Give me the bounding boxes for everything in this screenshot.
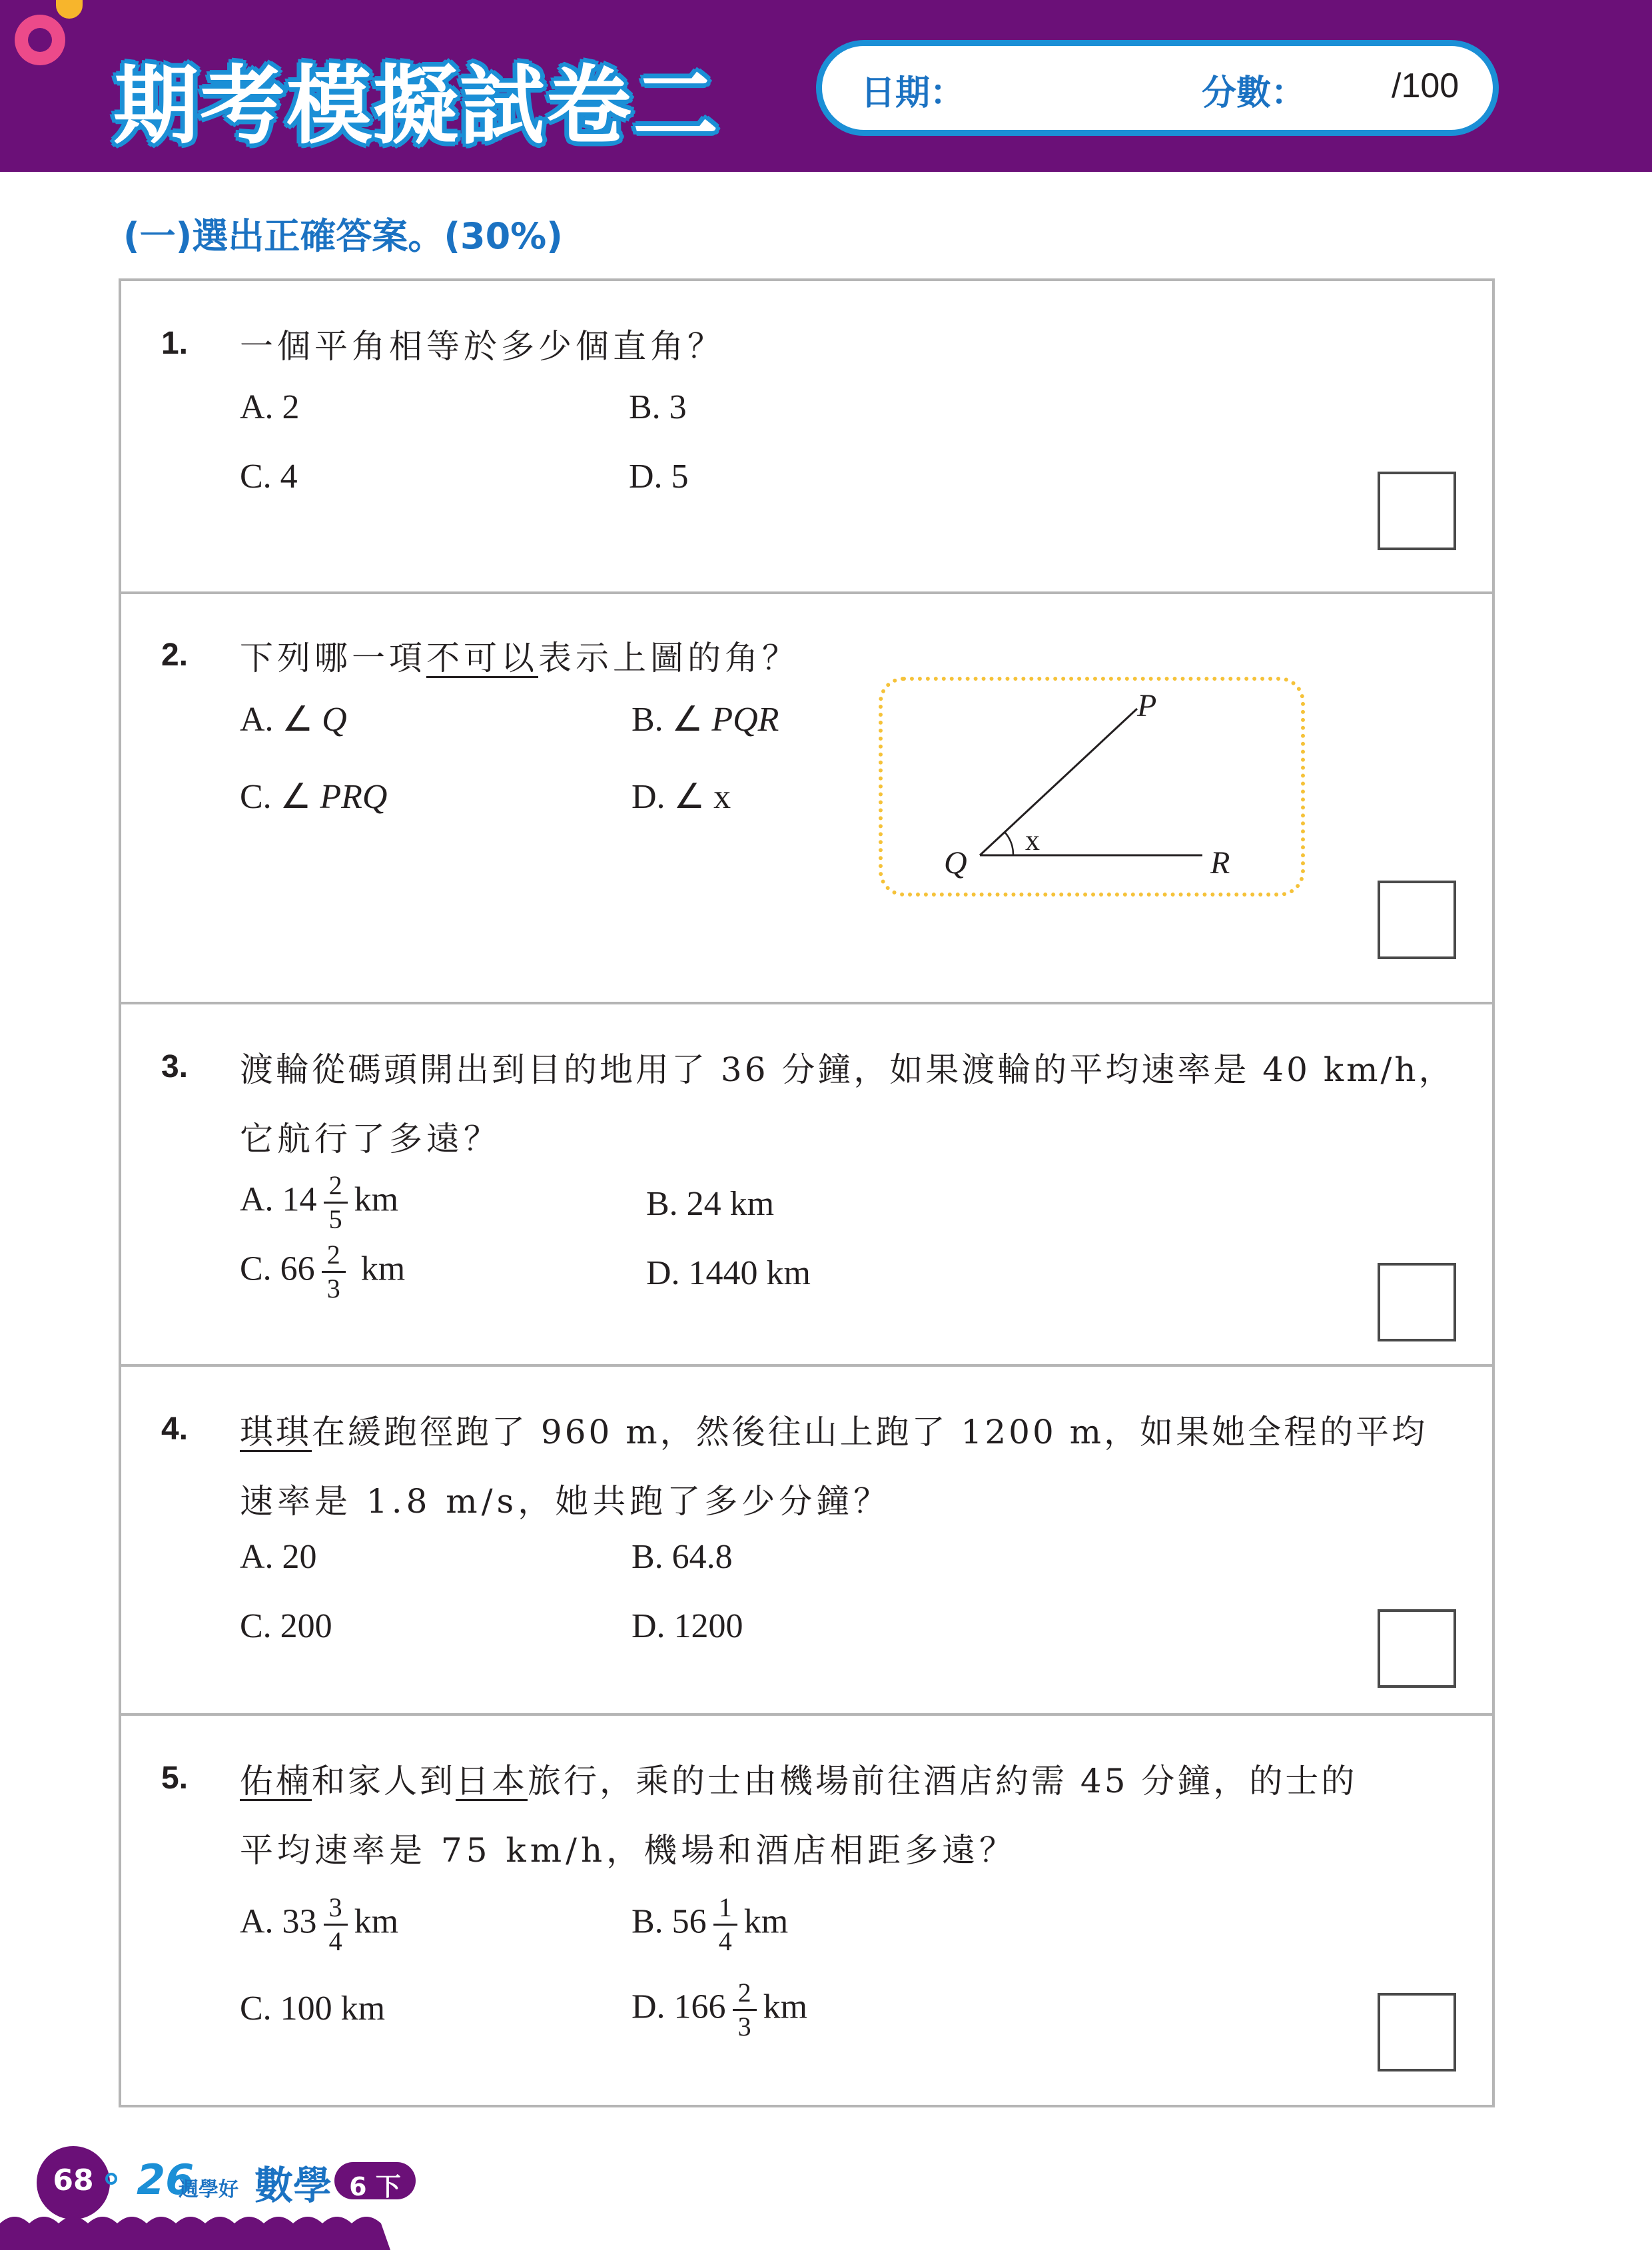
question-text-line1 (240, 1405, 1428, 1453)
question-number: 3. (161, 1049, 189, 1084)
unit: km (743, 1902, 789, 1941)
question-text-line2: 平均速率是 75 km/h，機場和酒店相距多遠？ (240, 1831, 1017, 1870)
label-p: P (1137, 688, 1157, 723)
option-c[interactable] (240, 777, 387, 817)
page-title: 期考模擬試卷二 (113, 57, 720, 156)
brand-subtitle: 週學好 (179, 2178, 238, 2201)
answer-box[interactable] (1378, 472, 1456, 550)
header-banner (0, 0, 1652, 172)
option-b[interactable] (631, 1894, 788, 1955)
question-2 (121, 591, 1492, 1002)
angle-name: Q (322, 701, 347, 739)
option-b[interactable]: B. 3 (629, 388, 687, 426)
option-c[interactable]: C. 200 (240, 1607, 332, 1645)
unit: km (360, 1250, 406, 1288)
decorative-dot (56, 0, 83, 19)
option-c[interactable]: C. 4 (240, 458, 298, 496)
decorative-ring (15, 15, 65, 65)
angle-arc (1005, 832, 1013, 855)
angle-diagram (879, 677, 1305, 897)
option-a[interactable] (240, 1172, 398, 1233)
grade-label: 6 下 (349, 2172, 401, 2201)
fraction (324, 1172, 348, 1233)
option-label: A. ∠ (240, 701, 314, 739)
question-3 (121, 1002, 1492, 1364)
question-4 (121, 1364, 1492, 1713)
score-label: 分數： (1202, 73, 1306, 113)
question-number: 2. (161, 637, 189, 673)
page-number-badge (37, 2146, 110, 2219)
unit: km (354, 1180, 399, 1219)
option-b[interactable] (631, 699, 779, 739)
denominator: 3 (326, 1274, 340, 1304)
denominator: 4 (328, 1926, 342, 1956)
grade-badge (334, 2162, 416, 2199)
answer-box[interactable] (1378, 1263, 1456, 1341)
option-label: B. ∠ (631, 701, 703, 739)
option-d[interactable] (631, 1980, 807, 2040)
person-name: 佑楠 (240, 1762, 312, 1800)
label-x: x (1025, 824, 1040, 857)
fraction (322, 1242, 346, 1302)
option-c[interactable] (240, 1242, 405, 1302)
place-name: 日本 (456, 1762, 528, 1800)
brand-number: 26 (137, 2155, 195, 2204)
answer-box[interactable] (1378, 881, 1456, 959)
unit: km (763, 1988, 808, 2026)
decorative-dot (105, 2173, 117, 2185)
numerator: 1 (713, 1894, 737, 1926)
option-b[interactable]: B. 64.8 (631, 1538, 733, 1576)
option-whole: A. 33 (240, 1902, 317, 1941)
denominator: 3 (737, 2012, 751, 2042)
question-text-line2: 它航行了多遠？ (240, 1120, 501, 1158)
label-r: R (1210, 845, 1230, 881)
angle-name: PRQ (320, 778, 388, 816)
option-a[interactable] (240, 1894, 398, 1955)
numerator: 2 (324, 1172, 348, 1204)
ray-qp (980, 709, 1137, 855)
option-whole: D. 166 (631, 1988, 726, 2026)
date-label: 日期： (861, 73, 965, 113)
question-number: 5. (161, 1760, 189, 1796)
option-d[interactable]: D. 1200 (631, 1607, 743, 1645)
denominator: 4 (718, 1926, 732, 1956)
fraction (713, 1894, 737, 1955)
question-box (119, 278, 1495, 2107)
fraction (733, 1980, 757, 2040)
question-text-mid: 和家人到 (312, 1762, 456, 1800)
question-text-pre: 下列哪一項 (240, 639, 426, 677)
question-number: 1. (161, 326, 189, 361)
label-q: Q (944, 845, 967, 881)
section-title: (一)選出正確答案。(30%) (123, 215, 563, 257)
answer-box[interactable] (1378, 1609, 1456, 1688)
question-text-line2: 速率是 1.8 m/s，她共跑了多少分鐘？ (240, 1482, 891, 1521)
question-text-post: 表示上圖的角？ (538, 639, 799, 677)
numerator: 2 (733, 1980, 757, 2011)
option-d[interactable]: D. ∠ x (631, 778, 731, 816)
question-text: 一個平角相等於多少個直角？ (240, 327, 725, 366)
angle-name: PQR (711, 701, 779, 739)
question-text-line1: 渡輪從碼頭開出到目的地用了 36 分鐘，如果渡輪的平均速率是 40 km/h， (240, 1050, 1455, 1089)
option-a[interactable]: A. 20 (240, 1538, 317, 1576)
answer-box[interactable] (1378, 1993, 1456, 2071)
date-score-box (816, 40, 1499, 136)
option-a[interactable]: A. 2 (240, 388, 300, 426)
person-name: 琪琪 (240, 1413, 312, 1451)
option-b[interactable]: B. 24 km (646, 1185, 775, 1223)
fraction (324, 1894, 348, 1955)
score-total: /100 (1392, 67, 1459, 105)
question-text-line1 (240, 1754, 1357, 1802)
question-text-emphasis: 不可以 (426, 639, 538, 677)
question-number: 4. (161, 1411, 189, 1447)
denominator: 5 (328, 1204, 342, 1234)
option-whole: C. 66 (240, 1250, 315, 1288)
question-5 (121, 1713, 1492, 2107)
option-c[interactable]: C. 100 km (240, 1990, 386, 2028)
question-text-rest: 旅行，乘的士由機場前往酒店約需 45 分鐘，的士的 (528, 1762, 1358, 1800)
option-label: C. ∠ (240, 778, 312, 816)
question-text (240, 631, 799, 679)
option-d[interactable]: D. 1440 km (646, 1254, 811, 1292)
unit: km (354, 1902, 399, 1941)
numerator: 2 (322, 1242, 346, 1273)
option-d[interactable]: D. 5 (629, 458, 689, 496)
question-1 (121, 281, 1492, 591)
option-whole: A. 14 (240, 1180, 317, 1219)
question-text-rest: 在緩跑徑跑了 960 m，然後往山上跑了 1200 m，如果她全程的平均 (312, 1413, 1428, 1451)
option-a[interactable] (240, 699, 347, 739)
page-number: 68 (53, 2163, 94, 2197)
option-whole: B. 56 (631, 1902, 707, 1941)
numerator: 3 (324, 1894, 348, 1926)
brand-title: 數學 (254, 2163, 332, 2208)
